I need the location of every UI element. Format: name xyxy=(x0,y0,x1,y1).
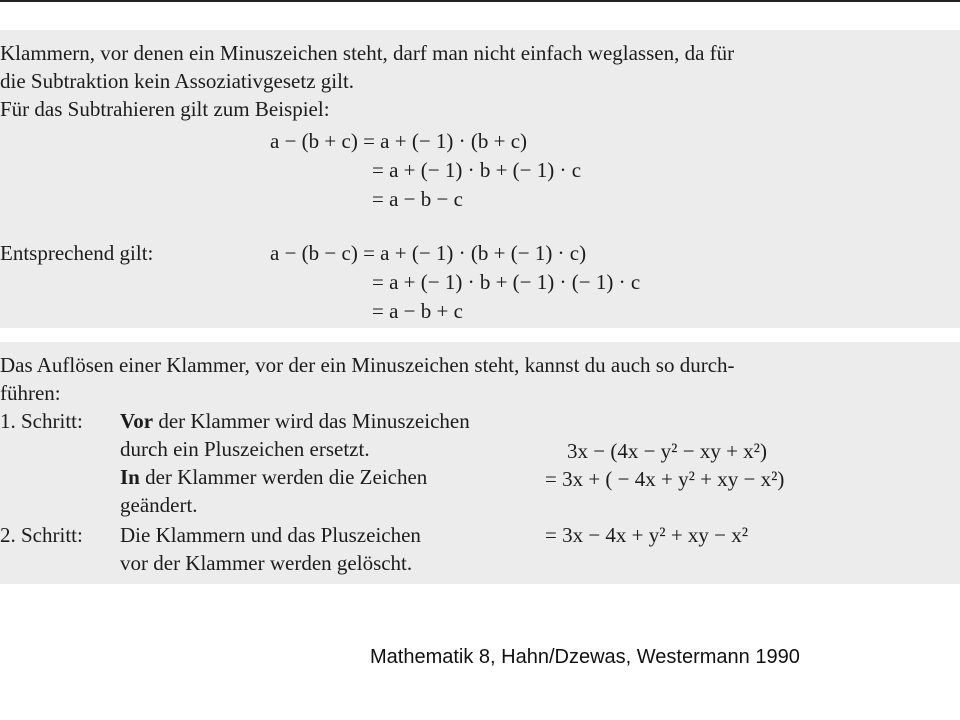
equation-2-line-3: = a − b + c xyxy=(372,299,463,323)
steps-intro-line-1: Das Auflösen einer Klammer, vor der ein Minuszeichen steht, kannst du auch so durch- xyxy=(0,353,735,377)
equation-1-line-1: a − (b + c) = a + (− 1) · (b + c) xyxy=(270,129,528,153)
step-2-line-1: Die Klammern und das Pluszeichen xyxy=(120,523,421,547)
step-1-text-3: der Klammer werden die Zeichen xyxy=(139,465,428,489)
entsprechend-label: Entsprechend gilt: xyxy=(0,241,154,265)
step-1-label: 1. Schritt: xyxy=(0,409,83,433)
equation-2-line-2: = a + (− 1) · b + (− 1) · (− 1) · c xyxy=(372,270,641,294)
step-1-line-4: geändert. xyxy=(120,493,198,517)
step-1-line-3 xyxy=(120,464,427,490)
step-1-line-1 xyxy=(120,408,470,434)
step-2-line-2: vor der Klammer werden gelöscht. xyxy=(120,551,413,575)
step-1-text-1: der Klammer wird das Minuszeichen xyxy=(153,409,470,433)
expression-2: = 3x + ( − 4x + y² + xy − x²) xyxy=(545,467,785,491)
step-1-bold-in: In xyxy=(120,465,140,489)
intro-line-1: Klammern, vor denen ein Minuszeichen steht, darf man nicht einfach weglassen, da für xyxy=(0,41,735,65)
equation-1-line-2: = a + (− 1) · b + (− 1) · c xyxy=(372,158,582,182)
intro-line-2: die Subtraktion kein Assoziativgesetz gilt. xyxy=(0,69,355,93)
example-label: Für das Subtrahieren gilt zum Beispiel: xyxy=(0,97,330,121)
expression-3: = 3x − 4x + y² + xy − x² xyxy=(545,523,749,547)
equation-1-line-3: = a − b − c xyxy=(372,187,463,211)
steps-intro-line-2: führen: xyxy=(0,381,61,405)
top-border-line xyxy=(0,0,960,2)
expression-1: 3x − (4x − y² − xy + x²) xyxy=(567,439,767,463)
step-1-bold-vor: Vor xyxy=(120,409,154,433)
step-1-line-2: durch ein Pluszeichen ersetzt. xyxy=(120,437,370,461)
step-2-label: 2. Schritt: xyxy=(0,523,83,547)
equation-2-line-1: a − (b − c) = a + (− 1) · (b + (− 1) · c) xyxy=(270,241,587,265)
source-citation: Mathematik 8, Hahn/Dzewas, Westermann 1990 xyxy=(370,646,800,668)
